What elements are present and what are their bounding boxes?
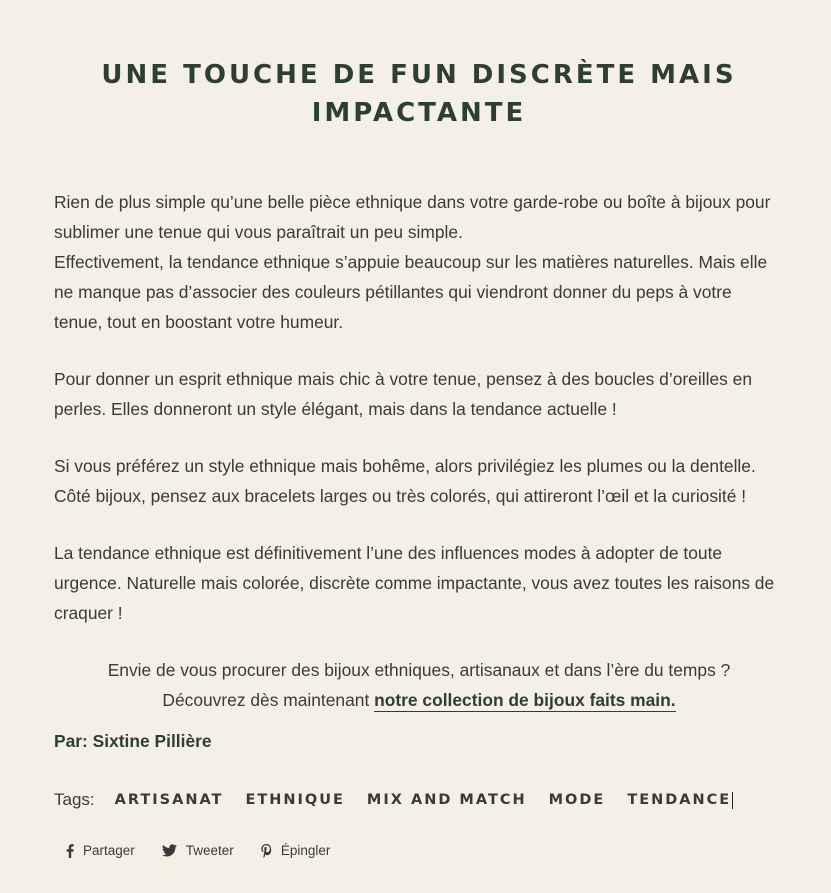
twitter-icon bbox=[162, 844, 177, 857]
paragraph-intro-line1: Rien de plus simple qu’une belle pièce ethnique dans votre garde-robe ou boîte à bijoux pour sublimer une tenue qui vous paraîtrait un peu simple. bbox=[54, 192, 771, 242]
tag-mode[interactable]: MODE bbox=[548, 792, 606, 808]
article-title: UNE TOUCHE DE FUN DISCRÈTE MAIS IMPACTANTE bbox=[101, 60, 737, 128]
tags-label: Tags: bbox=[54, 790, 95, 809]
paragraph-pearls: Pour donner un esprit ethnique mais chic à votre tenue, pensez à des boucles d’oreilles en perles. Elles donneront un style élégant, mais dans la tendance actuelle ! bbox=[54, 369, 752, 419]
facebook-icon bbox=[66, 844, 74, 858]
article bbox=[54, 0, 784, 858]
share-pinterest-button[interactable] bbox=[261, 843, 331, 858]
share-bar bbox=[54, 843, 784, 858]
cta-line2-prefix: Découvrez dès maintenant bbox=[162, 690, 375, 710]
tags-row bbox=[54, 790, 784, 810]
tag-ethnique[interactable]: ETHNIQUE bbox=[245, 792, 345, 808]
tag-artisanat[interactable]: ARTISANAT bbox=[114, 792, 224, 808]
share-facebook-button[interactable] bbox=[66, 843, 135, 858]
paragraph-boheme: Si vous préférez un style ethnique mais bohême, alors privilégiez les plumes ou la dentelle. Côté bijoux, pensez aux bracelets larges ou très colorés, qui attireront l’œil et la curiosité ! bbox=[54, 456, 756, 506]
paragraph-intro bbox=[54, 187, 784, 337]
collection-link[interactable]: notre collection de bijoux faits main. bbox=[374, 690, 676, 710]
collection-cta bbox=[54, 655, 784, 715]
pinterest-icon bbox=[261, 844, 272, 858]
share-facebook-label: Partager bbox=[83, 843, 135, 858]
paragraph-conclusion: La tendance ethnique est définitivement l’une des influences modes à adopter de toute urgence. Naturelle mais colorée, discrète comme impactante, vous avez toutes les raisons de craquer ! bbox=[54, 543, 775, 623]
author-byline: Par: Sixtine Pillière bbox=[54, 731, 212, 751]
share-pinterest-label: Épingler bbox=[280, 843, 331, 858]
cta-line1: Envie de vous procurer des bijoux ethniques, artisanaux et dans l’ère du temps ? bbox=[107, 660, 731, 680]
text-cursor bbox=[732, 792, 733, 809]
tag-mix-and-match[interactable]: MIX AND MATCH bbox=[366, 792, 527, 808]
share-twitter-label: Tweeter bbox=[185, 843, 234, 858]
share-twitter-button[interactable] bbox=[162, 843, 234, 858]
paragraph-intro-line2: Effectivement, la tendance ethnique s’appuie beaucoup sur les matières naturelles. Mais elle ne manque pas d’associer des couleurs pétillantes qui viendront donner du peps à votre tenue, tout en boostant votre humeur. bbox=[54, 252, 768, 332]
tag-tendance[interactable]: TENDANCE bbox=[627, 792, 732, 808]
article-body bbox=[54, 187, 784, 628]
